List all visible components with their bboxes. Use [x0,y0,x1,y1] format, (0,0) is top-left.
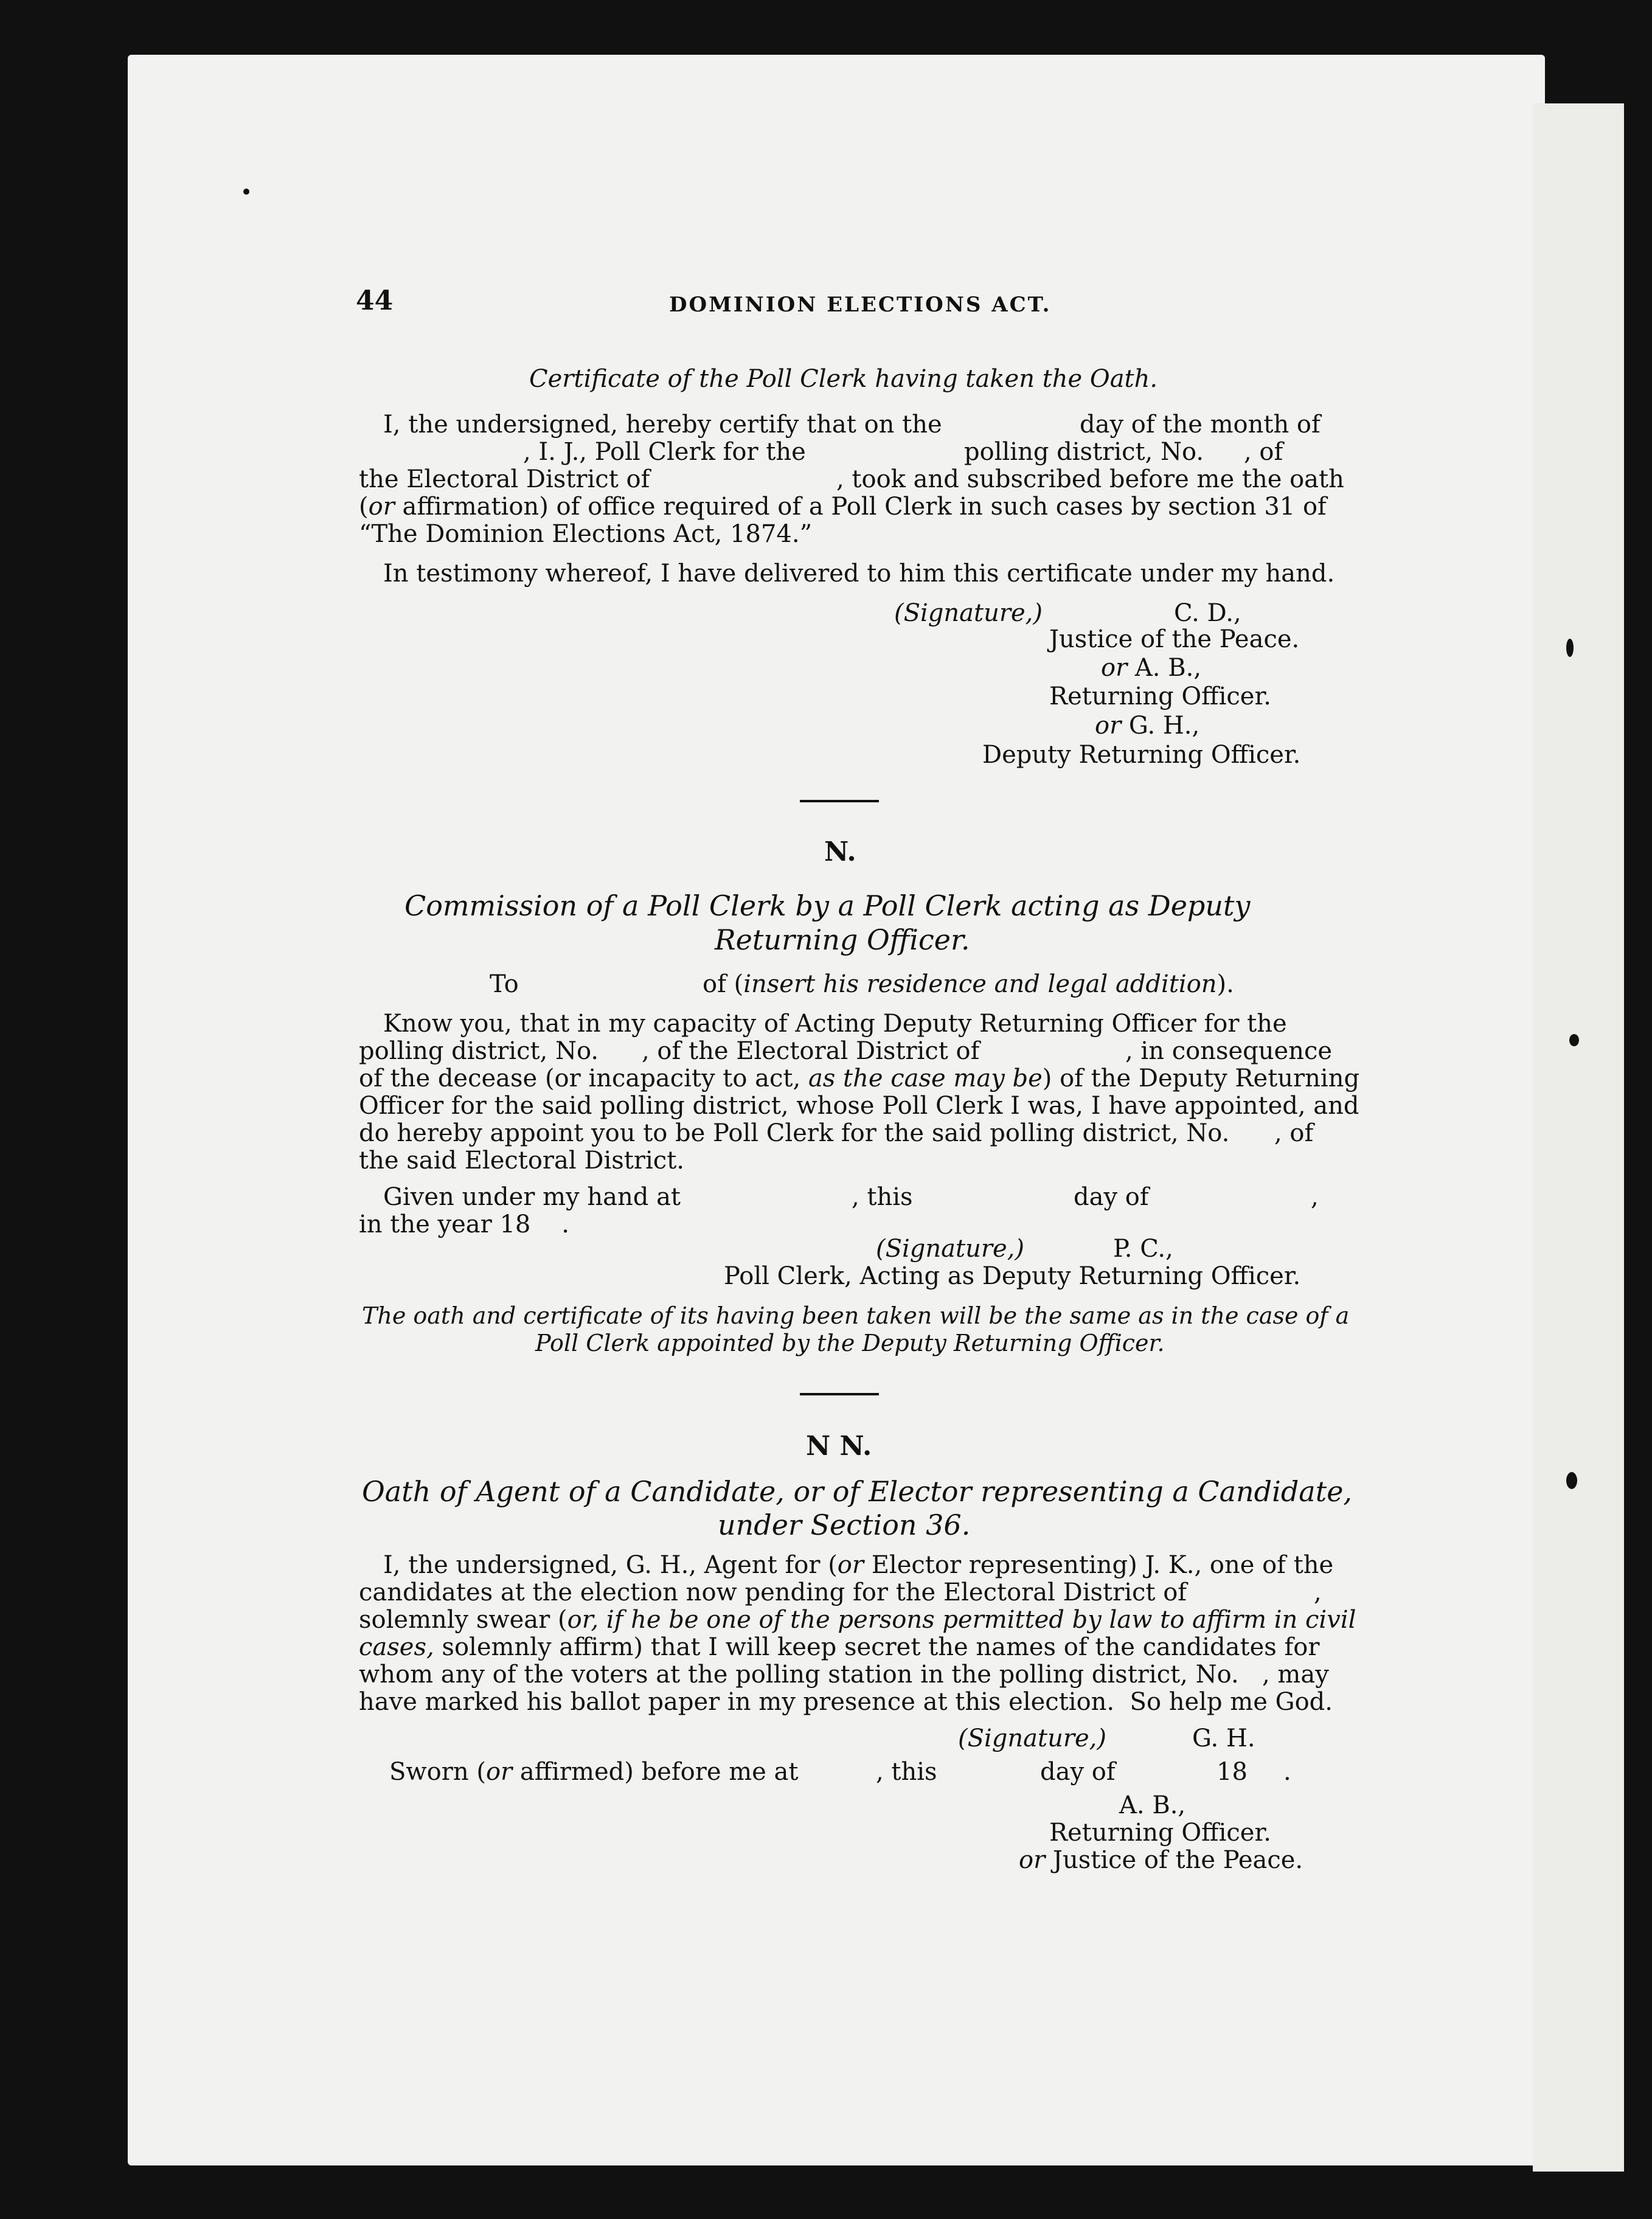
cert-line3b: , took and subscribed before me the oath [836,465,1344,493]
cert-line3a: the Electoral District of [359,465,650,493]
nn-para-line5a: whom any of the voters at the polling station in the polling district, No. [359,1661,1239,1689]
cert-line6: In testimony whereof, I have delivered to him this certificate under my hand. [383,560,1335,588]
n-para-line3: of the decease (or incapacity to act, as the case may be) of the Deputy Returning [359,1064,1360,1092]
section-nn-title2: under Section 36. [718,1509,971,1541]
cert-line2c: , of [1244,438,1283,466]
scan-speck [1569,1034,1579,1046]
running-title: DOMINION ELECTIONS ACT. [669,293,1052,317]
n-para-line2a: polling district, No. [359,1037,599,1065]
n-note-line1: The oath and certificate of its having been taken will be the same as in the case of a [362,1302,1350,1329]
section-nn-heading: N N. [806,1431,872,1462]
section-n-title2: Returning Officer. [715,923,970,956]
nn-sig-name: G. H. [1192,1724,1255,1752]
n-para-line2c: , in consequence [1125,1037,1333,1065]
n-para-line2b: , of the Electoral District of [642,1037,980,1065]
n-given-c: day of [1074,1183,1149,1211]
nn-para-line2a: candidates at the election now pending for the Electoral District of [359,1578,1187,1606]
cert-line2a: , I. J., Poll Clerk for the [523,438,806,466]
facing-page-edge [1533,103,1624,2172]
cert-line2b: polling district, No. [964,438,1204,466]
nn-sig-label: (Signature,) [958,1724,1106,1752]
n-of: of (insert his residence and legal addition). [703,970,1234,998]
scan-speck [1566,639,1574,657]
cert-sig-role2: Returning Officer. [1049,682,1271,710]
nn-sworn-a: Sworn (or affirmed) before me at [389,1758,799,1786]
nn-para-line4: cases, solemnly affirm) that I will keep secret the names of the candidates for [359,1633,1320,1661]
cert-sig-role1: Justice of the Peace. [1049,625,1300,653]
scan-speck [243,189,249,195]
n-given-year: in the year 18 . [359,1210,569,1238]
page-number: 44 [356,285,394,316]
cert-line5: “The Dominion Elections Act, 1874.” [359,520,813,548]
nn-sign-role: Returning Officer. [1049,1819,1271,1847]
n-to: To [490,970,519,998]
nn-sign-name: A. B., [1119,1791,1186,1819]
scan-speck [1566,1472,1577,1489]
cert-line4: (or affirmation) of office required of a Poll Clerk in such cases by section 31 of [359,493,1327,521]
cert-sig-label: (Signature,) [894,599,1043,627]
section-divider [800,800,879,802]
n-para-line6: the said Electoral District. [359,1147,684,1175]
section-nn-title1: Oath of Agent of a Candidate, or of Elector representing a Candidate, [362,1475,1353,1508]
nn-sworn-d: day of [1040,1758,1116,1786]
n-para-line4: Officer for the said polling district, whose Poll Clerk I was, I have appointed, and [359,1092,1359,1120]
nn-sign-role2: or Justice of the Peace. [1019,1846,1303,1874]
cert-line1a: I, the undersigned, hereby certify that on the [383,411,942,439]
cert-sig-alt2: or G. H., [1095,712,1200,740]
n-sig-name: P. C., [1113,1235,1173,1263]
n-sig-role: Poll Clerk, Acting as Deputy Returning Officer. [724,1262,1301,1290]
nn-para-line6: have marked his ballot paper in my presence at this election. So help me God. [359,1688,1333,1716]
n-para-line1: Know you, that in my capacity of Acting Deputy Returning Officer for the [383,1010,1287,1038]
nn-sworn-e: 18 [1216,1758,1248,1786]
n-note-line2: Poll Clerk appointed by the Deputy Returning Officer. [535,1330,1165,1356]
n-given-d: , [1311,1183,1319,1211]
nn-sworn-f: . [1283,1758,1291,1786]
nn-para-line3: solemnly swear (or, if he be one of the persons permitted by law to affirm in civil [359,1606,1356,1634]
cert-sig-alt1: or A. B., [1101,654,1202,682]
section-n-title1: Commission of a Poll Clerk by a Poll Clerk acting as Deputy [404,889,1251,922]
section-divider-2 [800,1393,879,1395]
n-given-a: Given under my hand at [383,1183,681,1211]
nn-para-line2b: , [1314,1578,1322,1606]
section-n-heading: N. [824,836,856,867]
n-given-b: , this [852,1183,913,1211]
n-sig-label: (Signature,) [876,1235,1024,1263]
cert-sig-role3: Deputy Returning Officer. [982,741,1301,769]
nn-para-line5b: , may [1262,1661,1329,1689]
nn-sworn-c: , this [876,1758,937,1786]
cert-line1b: day of the month of [1080,411,1321,439]
n-para-line5a: do hereby appoint you to be Poll Clerk for the said polling district, No. [359,1119,1230,1147]
cert-sig-name: C. D., [1174,599,1241,627]
n-para-line5b: , of [1274,1119,1314,1147]
cert-title: Certificate of the Poll Clerk having taken the Oath. [529,365,1158,393]
nn-para-line1: I, the undersigned, G. H., Agent for (or Elector representing) J. K., one of the [383,1551,1334,1579]
